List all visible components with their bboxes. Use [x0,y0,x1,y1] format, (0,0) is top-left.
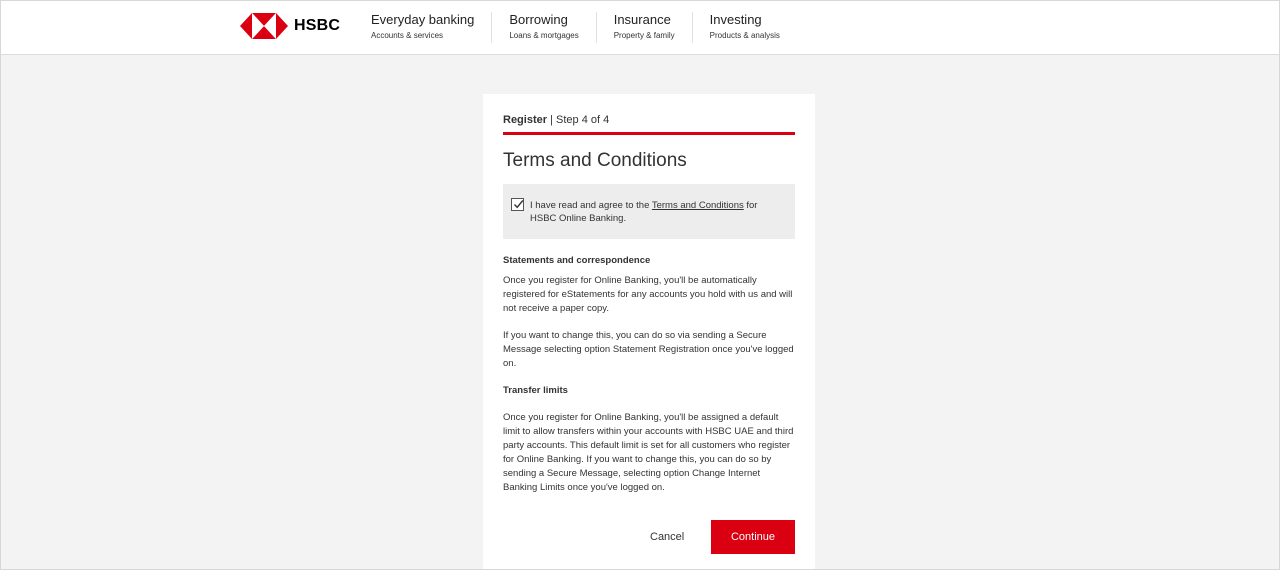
nav-subtitle: Loans & mortgages [509,31,579,40]
agree-text-after: for HSBC Online Banking. [530,200,758,224]
nav-title: Insurance [613,12,671,27]
cancel-button[interactable]: Cancel [650,531,685,543]
form-actions [503,520,795,554]
statements-paragraph-1: Once you register for Online Banking, you'll be automatically registered for eStatements for any accounts you hold with us and will not receive a paper copy. [503,275,793,314]
nav-title: Borrowing [509,12,568,27]
agreement-box [503,184,795,239]
nav-borrowing[interactable] [509,12,596,43]
terms-content [503,254,795,508]
terms-link[interactable]: Terms and Conditions [651,200,744,211]
nav-title: Investing [709,12,762,27]
nav-everyday-banking[interactable] [371,12,492,43]
step-label: Register [503,114,548,126]
brand-name: HSBC [294,17,341,34]
step-progress: | Step 4 of 4 [550,114,610,126]
nav-subtitle: Products & analysis [709,31,780,40]
nav-investing[interactable] [710,12,797,43]
continue-button[interactable]: Continue [711,520,795,554]
main-nav [371,12,814,43]
page-title: Terms and Conditions [503,150,687,171]
nav-subtitle: Accounts & services [371,31,444,40]
agree-checkbox[interactable] [511,198,524,211]
progress-bar [503,132,795,135]
transfer-paragraph: Once you register for Online Banking, you'll be assigned a default limit to allow transfers within your accounts with HSBC UAE and third party accounts. This default limit is set for all customers who register for Online Banking. If you want to change this, you can do so by sending a Secure Message, selecting option Change Internet Banking Limits once you've logged on. [503,412,794,493]
nav-insurance[interactable] [614,12,693,43]
site-header [0,0,1280,55]
checkmark-icon [513,199,524,210]
nav-title: Everyday banking [371,12,475,27]
transfer-heading: Transfer limits [503,385,568,396]
nav-subtitle: Property & family [613,31,675,40]
agree-text-before: I have read and agree to the [530,200,652,211]
step-indicator [503,114,609,126]
statements-paragraph-2: If you want to change this, you can do so via sending a Secure Message selecting option Statement Registration once you've logged on. [503,330,794,369]
hsbc-logo[interactable] [240,12,340,40]
registration-card [483,94,815,570]
hsbc-hexagon-icon [240,13,288,39]
statements-heading: Statements and correspondence [503,255,651,266]
agree-text [530,199,780,225]
